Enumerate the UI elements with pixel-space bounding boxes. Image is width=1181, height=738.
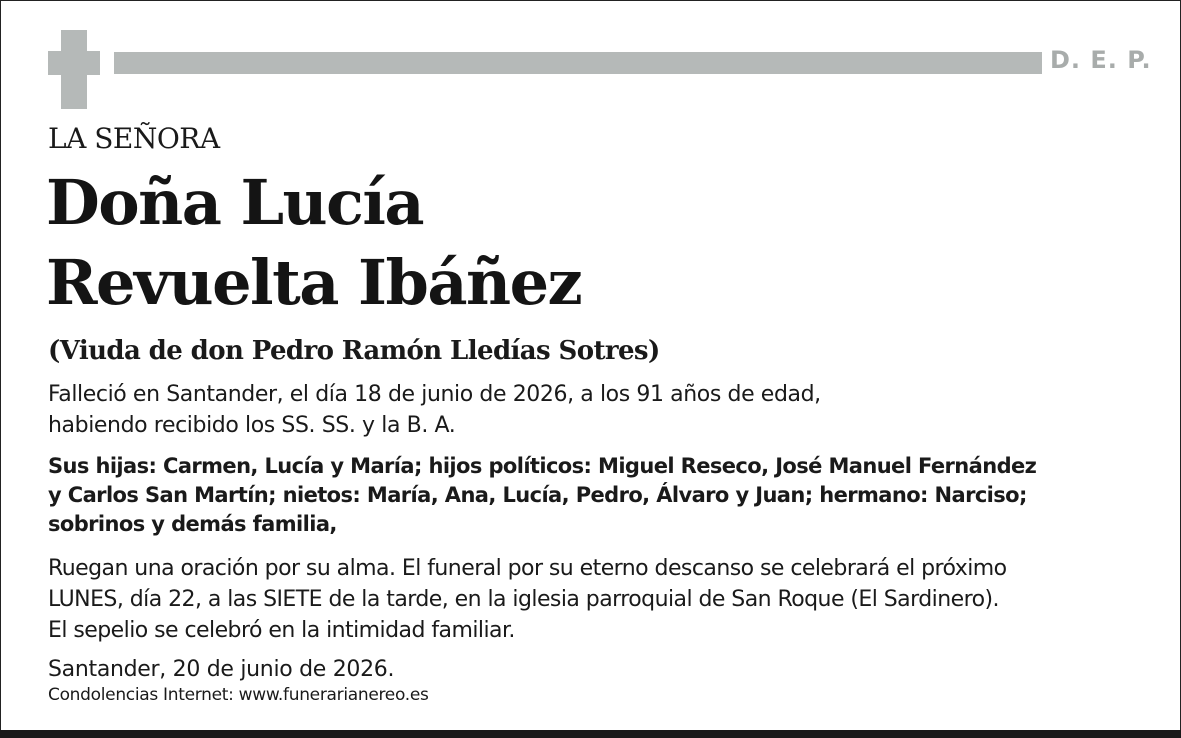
bottom-border [0,730,1181,738]
cross-icon-arm [48,51,100,75]
death-info-line: habiendo recibido los SS. SS. y la B. A. [48,413,456,438]
condolences-note: Condolencias Internet: www.funerarianereo.es [48,685,429,705]
funeral-info-line: LUNES, día 22, a las SIETE de la tarde, en la iglesia parroquial de San Roque (El Sardinero). [48,587,999,612]
name-line-1: Doña Lucía [46,166,424,239]
family-line: Sus hijas: Carmen, Lucía y María; hijos políticos: Miguel Reseco, José Manuel Fernández [48,454,1037,478]
name-line-2: Revuelta Ibáñez [46,246,582,319]
death-info [48,379,821,441]
spouse-note: (Viuda de don Pedro Ramón Lledías Sotres) [48,336,660,366]
funeral-info-line: El sepelio se celebró en la intimidad familiar. [48,618,515,643]
header-rule [114,52,1042,74]
deceased-name [46,163,581,323]
family-line: sobrinos y demás familia, [48,512,337,536]
funeral-info-line: Ruegan una oración por su alma. El funeral por su eterno descanso se celebrará el próximo [48,556,1007,581]
title-prefix: LA SEÑORA [48,122,220,155]
family-list [48,452,1036,539]
dep-label: D. E. P. [1050,46,1152,74]
funeral-info [48,553,1007,646]
family-line: y Carlos San Martín; nietos: María, Ana, Lucía, Pedro, Álvaro y Juan; hermano: Narciso; [48,483,1027,507]
place-date: Santander, 20 de junio de 2026. [48,657,395,682]
death-info-line: Falleció en Santander, el día 18 de junio de 2026, a los 91 años de edad, [48,382,821,407]
